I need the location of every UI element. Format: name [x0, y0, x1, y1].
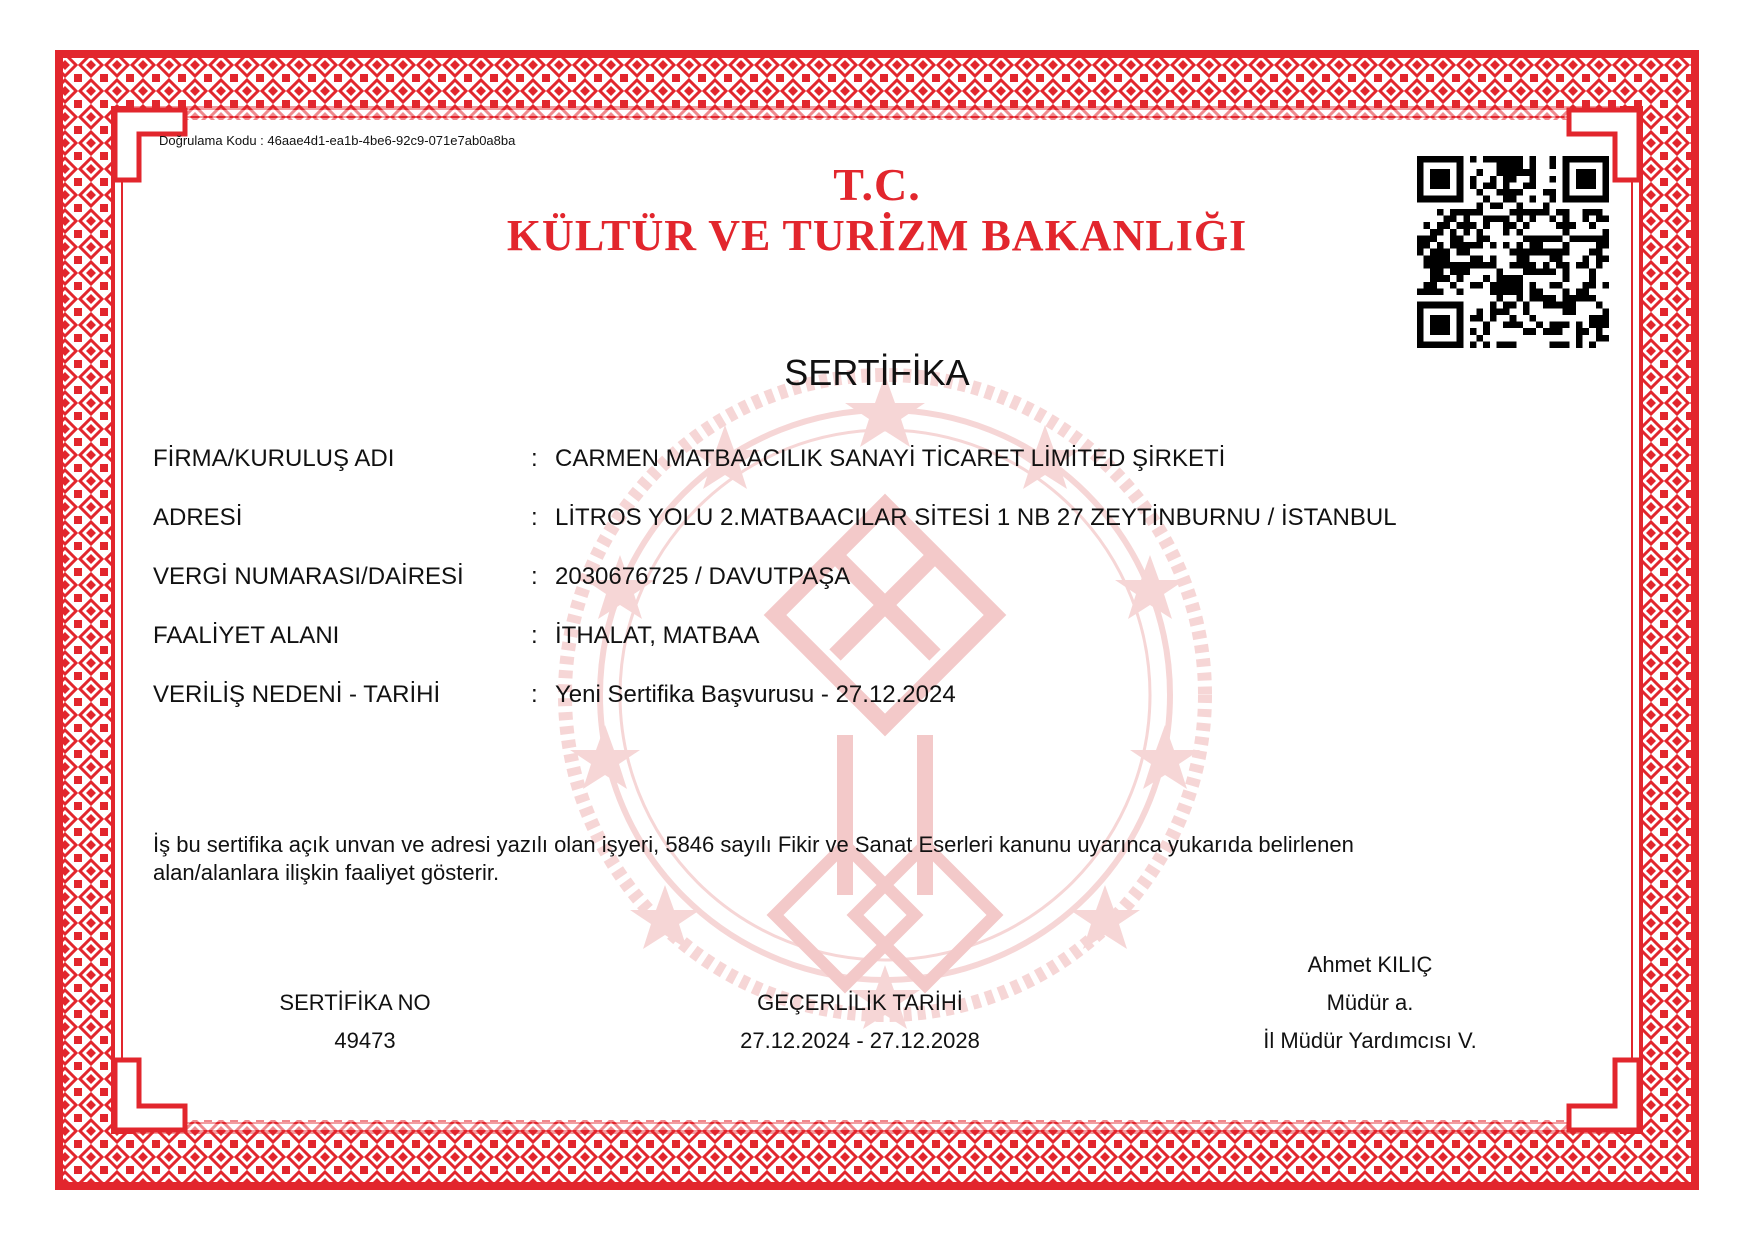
- field-company-name: [153, 445, 1553, 479]
- field-colon: :: [531, 681, 538, 708]
- field-label: FİRMA/KURULUŞ ADI: [153, 445, 395, 472]
- verification-code: Doğrulama Kodu : 46aae4d1-ea1b-4be6-92c9-071e7ab0a8ba: [159, 133, 516, 148]
- statement-line: İş bu sertifika açık unvan ve adresi yazılı olan işyeri, 5846 sayılı Fikir ve Sanat Eserleri kanunu uyarınca yukarıda belirlenen: [153, 832, 1354, 857]
- certificate-statement: [153, 831, 1453, 887]
- ministry-name: KÜLTÜR VE TURİZM BAKANLIĞI: [506, 211, 1248, 260]
- field-label: FAALİYET ALANI: [153, 622, 340, 649]
- field-value: CARMEN MATBAACILIK SANAYİ TİCARET LİMİTED ŞİRKETİ: [555, 445, 1226, 472]
- field-label: VERGİ NUMARASI/DAİRESİ: [153, 563, 464, 590]
- cert-no: 49473: [334, 1028, 396, 1053]
- signatory-title: İl Müdür Yardımcısı V.: [1263, 1028, 1477, 1053]
- header-tc: T.C.: [833, 159, 921, 210]
- field-label: VERİLİŞ NEDENİ - TARİHİ: [153, 681, 441, 708]
- signatory-name: Ahmet KILIÇ: [1307, 952, 1433, 977]
- field-colon: :: [531, 563, 538, 590]
- field-activity-area: [153, 622, 1553, 656]
- validity-dates: 27.12.2024 - 27.12.2028: [740, 1028, 980, 1053]
- page-title: SERTİFİKA: [784, 352, 970, 393]
- field-colon: :: [531, 445, 538, 472]
- field-colon: :: [531, 504, 538, 531]
- field-tax-number: [153, 563, 1553, 597]
- cert-no-label: SERTİFİKA NO: [279, 990, 431, 1015]
- field-value: Yeni Sertifika Başvurusu - 27.12.2024: [555, 681, 956, 708]
- field-value: İTHALAT, MATBAA: [555, 622, 760, 649]
- qr-code-icon: [1417, 156, 1609, 348]
- field-value: 2030676725 / DAVUTPAŞA: [555, 563, 851, 590]
- field-label: ADRESİ: [153, 504, 243, 531]
- field-issue-reason-date: [153, 681, 1553, 715]
- validity-label: GEÇERLİLİK TARİHİ: [757, 990, 963, 1015]
- signatory-title: Müdür a.: [1326, 990, 1414, 1015]
- statement-line: alan/alanlara ilişkin faaliyet gösterir.: [153, 860, 500, 885]
- field-colon: :: [531, 622, 538, 649]
- field-value: LİTROS YOLU 2.MATBAACILAR SİTESİ 1 NB 27 ZEYTİNBURNU / İSTANBUL: [555, 504, 1397, 531]
- field-address: [153, 504, 1553, 538]
